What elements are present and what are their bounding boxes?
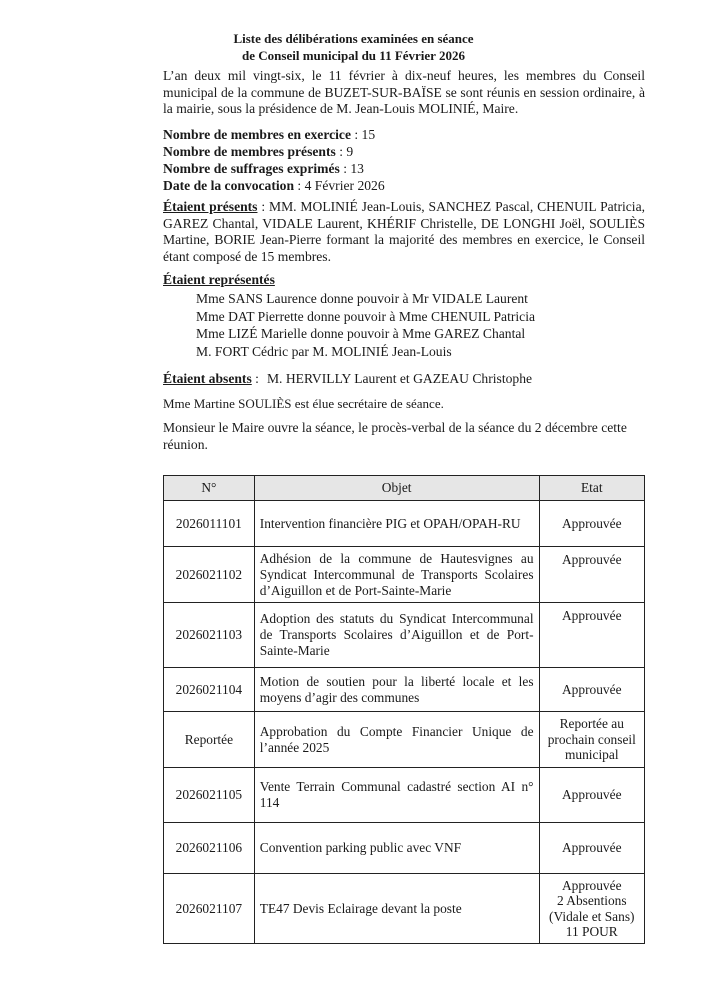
cell-objet: Approbation du Compte Financier Unique de l’année 2025 [254,712,539,768]
header-num: N° [164,476,255,501]
cell-num: 2026021105 [164,768,255,823]
stat-convocation [163,177,385,194]
secretaire-line: Mme Martine SOULIÈS est élue secrétaire de séance. [163,396,444,411]
cell-num: 2026021103 [164,603,255,668]
table-row [164,768,645,823]
cell-etat [539,874,644,944]
cell-objet: TE47 Devis Eclairage devant la poste [254,874,539,944]
table-row [164,712,645,768]
cell-etat: Approuvée [539,768,644,823]
header-objet: Objet [254,476,539,501]
header-etat: Etat [539,476,644,501]
table-header-row [164,476,645,501]
stat-label: Nombre de suffrages exprimés [163,161,340,176]
stat-value: : 4 Février 2026 [294,178,385,193]
stat-label: Date de la convocation [163,178,295,193]
presents-paragraph [163,199,645,265]
cell-etat: Approuvée [539,823,644,874]
representes-list [196,290,535,360]
cell-etat: Approuvée [539,501,644,547]
cell-objet: Adoption des statuts du Syndicat Intercommunal de Transports Scolaires d’Aiguillon et de Port-Sainte-Marie [254,603,539,668]
etat-line: Approuvée [562,877,622,893]
cell-objet: Convention parking public avec VNF [254,823,539,874]
ouverture-paragraph: Monsieur le Maire ouvre la séance, le procès-verbal de la séance du 2 décembre cette réunion. [163,420,627,452]
presents-label: Étaient présents [163,199,258,214]
cell-num: 2026021107 [164,874,255,944]
representes-heading: Étaient représentés [163,272,275,287]
cell-etat: Approuvée [539,668,644,712]
table-row [164,823,645,874]
table-row [164,874,645,944]
cell-etat: Approuvée [539,603,644,668]
cell-etat: Approuvée [539,547,644,603]
list-item: Mme LIZÉ Marielle donne pouvoir à Mme GAREZ Chantal [196,326,526,341]
stats-block [163,126,385,194]
list-item: Mme DAT Pierrette donne pouvoir à Mme CHENUIL Patricia [196,308,536,324]
cell-num: Reportée [164,712,255,768]
title-line-2: de Conseil municipal du 11 Février 2026 [242,48,465,63]
list-item: M. FORT Cédric par M. MOLINIÉ Jean-Louis [196,343,452,359]
stat-label: Nombre de membres en exercice [163,127,351,142]
stat-value: : 13 [339,161,364,176]
table-row [164,547,645,603]
table-row [164,603,645,668]
list-item: Mme SANS Laurence donne pouvoir à Mr VIDALE Laurent [196,291,528,306]
stat-presents [163,143,385,160]
cell-objet: Adhésion de la commune de Hautesvignes au Syndicat Intercommunal de Transports Scolaires d’Aiguillon et de Port-Sainte-Marie [254,547,539,603]
table-row [164,501,645,547]
cell-objet: Motion de soutien pour la liberté locale et les moyens d’agir des communes [254,668,539,712]
etat-line: (Vidale et Sans) [549,908,635,924]
title-line-1: Liste des délibérations examinées en séance [233,31,474,46]
stat-exercice [163,126,385,143]
etat-line: 11 POUR [565,924,618,939]
cell-objet: Intervention financière PIG et OPAH/OPAH-RU [254,501,539,547]
presents-text: : MM. MOLINIÉ Jean-Louis, SANCHEZ Pascal, CHENUIL Patricia, GAREZ Chantal, VIDALE Laurent, KHÉRIF Christelle, DE LONGHI Joël, SOULIÈS Martine, BORIE Jean-Pierre formant la majorité des membres en exercice, le Conseil étant composé de 15 membres. [163,199,646,264]
cell-num: 2026021106 [164,823,255,874]
stat-value: : 9 [335,144,354,159]
cell-etat: Reportée au prochain conseil municipal [539,712,644,768]
deliberations-table [163,475,645,944]
absents-label: Étaient absents [163,371,252,386]
cell-num: 2026011101 [164,501,255,547]
cell-objet: Vente Terrain Communal cadastré section AI n° 114 [254,768,539,823]
table-row [164,668,645,712]
stat-value: : 15 [350,127,376,142]
intro-paragraph: L’an deux mil vingt-six, le 11 février à dix-neuf heures, les membres du Conseil municipal de la commune de BUZET-SUR-BAÏSE se sont réunis en session ordinaire, à la mairie, sous la présidence de M. Jean-Louis MOLINIÉ, Maire. [163,68,645,116]
etat-line: 2 Absentions [556,893,627,908]
absents-text: M. HERVILLY Laurent et GAZEAU Christophe [266,371,533,386]
absents-line [163,371,532,387]
cell-num: 2026021102 [164,547,255,603]
stat-suffrages [163,160,385,177]
stat-label: Nombre de membres présents [163,144,336,159]
absents-sep: : [251,371,259,386]
cell-num: 2026021104 [164,668,255,712]
